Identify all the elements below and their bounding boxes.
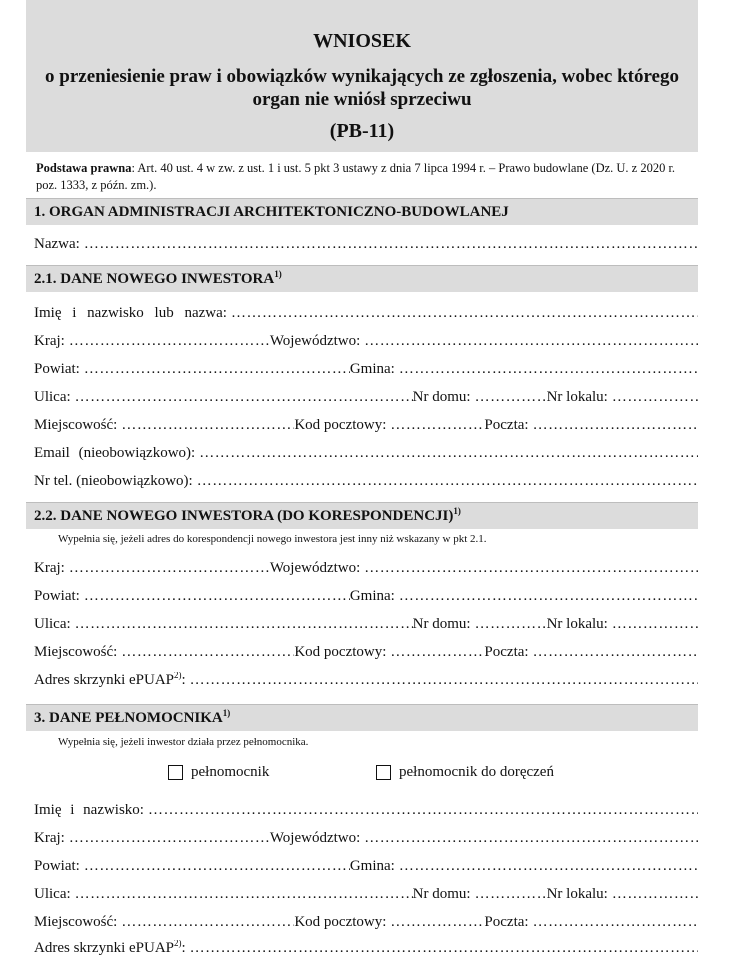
attorney-type-options	[0, 764, 750, 788]
investor-email-row	[34, 445, 698, 467]
investor-voivodeship-label: Województwo:	[269, 333, 361, 349]
investor-district-row	[34, 361, 698, 383]
investor-name-row	[34, 305, 698, 327]
investor-city-label: Miejscowość:	[34, 417, 118, 433]
corr-post-field[interactable]	[529, 644, 698, 661]
investor-house-field[interactable]	[471, 389, 547, 406]
investor-house-label: Nr domu:	[412, 389, 471, 405]
form-title: WNIOSEK	[313, 30, 411, 52]
investor-flat-label: Nr lokalu:	[546, 389, 608, 405]
investor-commune-field[interactable]	[395, 361, 698, 378]
attorney-epuap-field[interactable]	[186, 940, 698, 957]
legal-basis	[36, 160, 696, 194]
corr-epuap-label	[34, 672, 186, 689]
section-attorney-title: 3. DANE PEŁNOMOCNIKA	[34, 710, 223, 726]
attorney-name-row	[34, 802, 698, 824]
attorney-post-field[interactable]	[529, 914, 698, 931]
epuap-label-text: Adres skrzynki ePUAP	[34, 672, 174, 688]
investor-country-field[interactable]	[65, 333, 270, 350]
footnote-ref: 1)	[222, 708, 231, 718]
investor-phone-row	[34, 473, 698, 495]
section-correspondence-title: 2.2. DANE NOWEGO INWESTORA (DO KORESPONDENCJI)	[34, 508, 454, 524]
corr-flat-field[interactable]	[608, 616, 698, 633]
attorney-flat-label: Nr lokalu:	[546, 886, 608, 902]
investor-street-label: Ulica:	[34, 389, 71, 405]
correspondence-note: Wypełnia się, jeżeli adres do korespondencji nowego inwestora jest inny niż wskazany w pkt 2.1.	[58, 533, 487, 545]
attorney-postcode-field[interactable]	[386, 914, 484, 931]
legal-basis-label: Podstawa prawna	[36, 161, 132, 175]
attorney-note: Wypełnia się, jeżeli inwestor działa przez pełnomocnika.	[58, 736, 309, 748]
attorney-checkbox-label: pełnomocnik	[191, 764, 270, 780]
footnote-ref: 1)	[453, 506, 461, 516]
attorney-street-row	[34, 886, 698, 908]
corr-house-field[interactable]	[471, 616, 547, 633]
organ-name-field[interactable]	[80, 236, 698, 253]
investor-flat-field[interactable]	[608, 389, 698, 406]
attorney-country-label: Kraj:	[34, 830, 65, 846]
epuap-colon: :	[181, 940, 186, 956]
section-investor-correspondence	[26, 502, 698, 529]
investor-phone-field[interactable]	[193, 473, 698, 490]
attorney-district-field[interactable]	[80, 858, 350, 875]
corr-country-field[interactable]	[65, 560, 270, 577]
attorney-epuap-row	[34, 940, 698, 962]
corr-flat-label: Nr lokalu:	[546, 616, 608, 632]
investor-city-row	[34, 417, 698, 439]
form-header	[26, 0, 698, 152]
attorney-street-field[interactable]	[71, 886, 413, 903]
corr-postcode-field[interactable]	[386, 644, 484, 661]
investor-district-label: Powiat:	[34, 361, 80, 377]
section-investor-title: 2.1. DANE NOWEGO INWESTORA	[34, 271, 275, 287]
attorney-commune-label: Gmina:	[349, 858, 395, 874]
investor-post-field[interactable]	[529, 417, 698, 434]
corr-street-label: Ulica:	[34, 616, 71, 632]
corr-commune-field[interactable]	[395, 588, 698, 605]
investor-postcode-field[interactable]	[386, 417, 484, 434]
form-code: (PB-11)	[329, 120, 395, 142]
attorney-street-label: Ulica:	[34, 886, 71, 902]
corr-house-label: Nr domu:	[412, 616, 471, 632]
investor-name-label: Imię i nazwisko lub nazwa:	[34, 305, 227, 321]
organ-name-label: Nazwa:	[34, 236, 80, 252]
investor-phone-label: Nr tel. (nieobowiązkowo):	[34, 473, 193, 489]
legal-basis-text: : Art. 40 ust. 4 w zw. z ust. 1 i ust. 5 pkt 3 ustawy z dnia 7 lipca 1994 r. – Prawo budowlane (Dz. U. z 2020 r. poz. 1333, z późn. zm.).	[36, 161, 676, 192]
corr-street-field[interactable]	[71, 616, 413, 633]
corr-district-field[interactable]	[80, 588, 350, 605]
checkbox-square-icon[interactable]	[376, 765, 391, 780]
attorney-district-label: Powiat:	[34, 858, 80, 874]
corr-city-row	[34, 644, 698, 666]
corr-epuap-row	[34, 672, 698, 694]
corr-city-field[interactable]	[117, 644, 294, 661]
corr-city-label: Miejscowość:	[34, 644, 118, 660]
epuap-label-text: Adres skrzynki ePUAP	[34, 940, 174, 956]
attorney-house-field[interactable]	[471, 886, 547, 903]
attorney-post-label: Poczta:	[484, 914, 529, 930]
attorney-name-field[interactable]	[144, 802, 698, 819]
footnote-ref: 2)	[174, 672, 182, 680]
footnote-ref: 2)	[174, 940, 182, 948]
corr-street-row	[34, 616, 698, 638]
corr-voivodeship-label: Województwo:	[269, 560, 361, 576]
checkbox-square-icon[interactable]	[168, 765, 183, 780]
investor-street-row	[34, 389, 698, 411]
investor-country-label: Kraj:	[34, 333, 65, 349]
corr-epuap-field[interactable]	[186, 672, 698, 689]
attorney-voivodeship-field[interactable]	[360, 830, 698, 847]
attorney-country-row	[34, 830, 698, 852]
corr-country-row	[34, 560, 698, 582]
footnote-ref: 1)	[274, 269, 282, 279]
attorney-city-field[interactable]	[117, 914, 294, 931]
organ-name-row	[34, 236, 698, 258]
section-organ	[26, 198, 698, 225]
corr-country-label: Kraj:	[34, 560, 65, 576]
investor-commune-label: Gmina:	[349, 361, 395, 377]
investor-country-row	[34, 333, 698, 355]
form-subtitle: o przeniesienie praw i obowiązków wynikających ze zgłoszenia, wobec którego organ nie wniósł sprzeciwu	[45, 66, 679, 110]
investor-district-field[interactable]	[80, 361, 350, 378]
attorney-house-label: Nr domu:	[412, 886, 471, 902]
investor-email-label: Email (nieobowiązkowo):	[34, 445, 196, 461]
delivery-attorney-checkbox[interactable]	[376, 764, 554, 781]
investor-email-field[interactable]	[195, 445, 698, 462]
corr-post-label: Poczta:	[484, 644, 529, 660]
corr-postcode-label: Kod pocztowy:	[294, 644, 387, 660]
section-attorney	[26, 704, 698, 731]
attorney-city-label: Miejscowość:	[34, 914, 118, 930]
investor-street-field[interactable]	[71, 389, 413, 406]
attorney-epuap-label	[34, 940, 186, 957]
investor-voivodeship-field[interactable]	[360, 333, 698, 350]
attorney-name-label: Imię i nazwisko:	[34, 802, 144, 818]
corr-commune-label: Gmina:	[349, 588, 395, 604]
investor-name-field[interactable]	[227, 305, 698, 322]
attorney-commune-field[interactable]	[395, 858, 698, 875]
section-investor	[26, 265, 698, 292]
investor-city-field[interactable]	[117, 417, 294, 434]
corr-voivodeship-field[interactable]	[360, 560, 698, 577]
attorney-flat-field[interactable]	[608, 886, 698, 903]
epuap-colon: :	[181, 672, 186, 688]
investor-post-label: Poczta:	[484, 417, 529, 433]
investor-postcode-label: Kod pocztowy:	[294, 417, 387, 433]
delivery-attorney-checkbox-label: pełnomocnik do doręczeń	[399, 764, 554, 780]
attorney-city-row	[34, 914, 698, 936]
attorney-country-field[interactable]	[65, 830, 270, 847]
attorney-postcode-label: Kod pocztowy:	[294, 914, 387, 930]
section-organ-title: 1. ORGAN ADMINISTRACJI ARCHITEKTONICZNO-BUDOWLANEJ	[34, 204, 509, 220]
corr-district-label: Powiat:	[34, 588, 80, 604]
attorney-district-row	[34, 858, 698, 880]
attorney-checkbox[interactable]	[168, 764, 269, 781]
attorney-voivodeship-label: Województwo:	[269, 830, 361, 846]
corr-district-row	[34, 588, 698, 610]
